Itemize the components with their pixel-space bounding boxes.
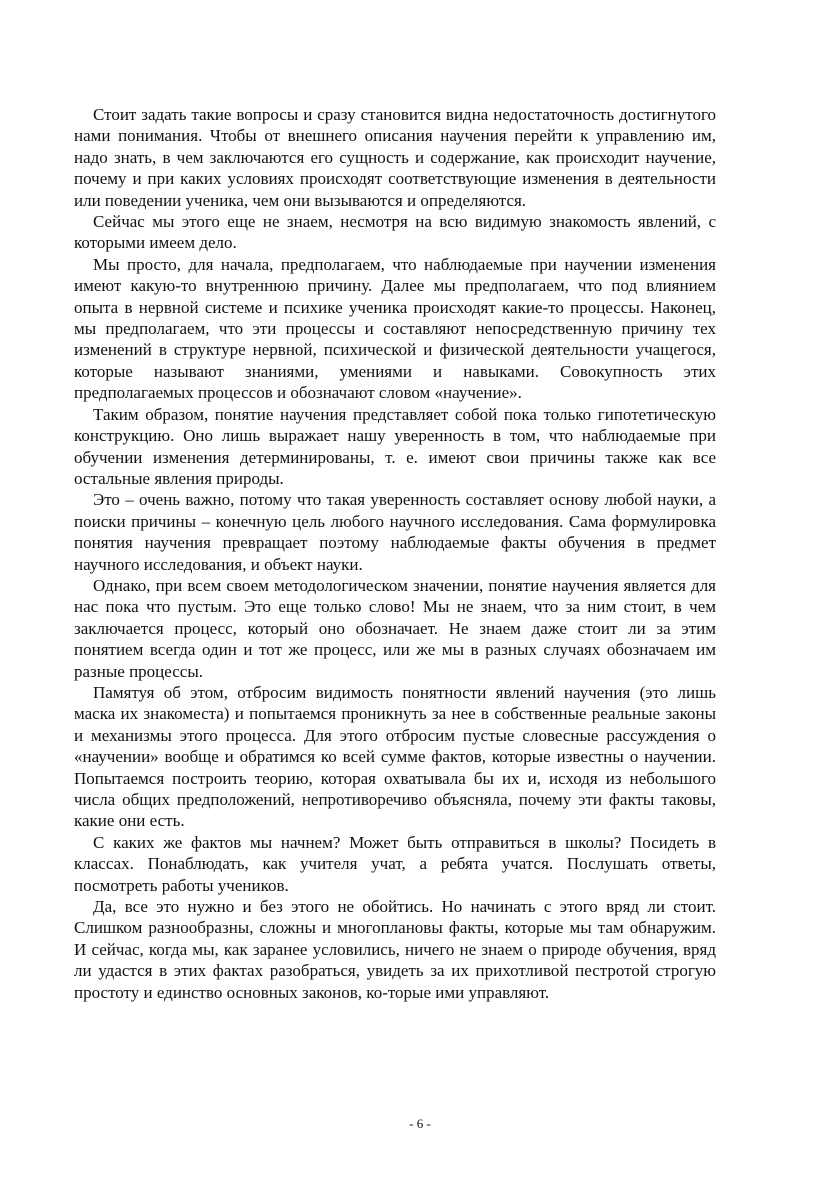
paragraph-8: С каких же фактов мы начнем? Может быть отправиться в школы? Посидеть в классах. Понаблюдать, как учителя учат, а ребята учатся. Послушать ответы, посмотреть работы учеников. — [74, 832, 716, 895]
paragraph-9: Да, все это нужно и без этого не обойтись. Но начинать с этого вряд ли стоит. Слишком разнообразны, сложны и многоплановы факты, которые мы там обнаружим. И сейчас, когда мы, как заранее условились, ничего не знаем о природе обучения, вряд ли удастся в этих фактах разобраться, увидеть за их прихотливой пестротой строгую простоту и единство основных законов, ко-торые ими управляют. — [74, 897, 716, 1002]
paragraph-6: Однако, при всем своем методологическом значении, понятие научения является для нас пока что пустым. Это еще только слово! Мы не знаем, что за ним стоит, в чем заключается процесс, который оно обозначает. Не знаем даже стоит ли за этим понятием всегда один и тот же процесс, или же мы в разных случаях обозначаем им разные процессы. — [74, 575, 716, 681]
page-number: - 6 - — [409, 1116, 431, 1131]
page-body — [74, 104, 716, 1003]
paragraph-5: Это – очень важно, потому что такая уверенность составляет основу любой науки, а поиски причины – конечную цель любого научного исследования. Сама формулировка понятия научения превращает поэтому наблюдаемые факты обучения в предмет научного исследования, и объект науки. — [74, 490, 716, 574]
paragraph-4: Таким образом, понятие научения представляет собой пока только гипотетическую конструкцию. Оно лишь выражает нашу уверенность в том, что наблюдаемые при обучении изменения детерминированы, т. е. имеют свои причины также как все остальные явления природы. — [74, 404, 716, 488]
paragraph-3: Мы просто, для начала, предполагаем, что наблюдаемые при научении изменения имеют какую-то внутреннюю причину. Далее мы предполагаем, что под влиянием опыта в нервной системе и психике ученика происходят какие-то процессы. Наконец, мы предполагаем, что эти процессы и составляют непосредственную причину тех изменений в структуре нервной, психической и физической деятельности учащегося, которые называют знаниями, умениями и навыками. Совокупность этих предполагаемых процессов и обозначают словом «научение». — [74, 254, 716, 403]
paragraph-1: Стоит задать такие вопросы и сразу становится видна недостаточность достигнутого нами понимания. Чтобы от внешнего описания научения перейти к управлению им, надо знать, в чем заключаются его сущность и содержание, как происходит научение, почему и при каких условиях происходят соответствующие изменения в деятельности или поведении ученика, чем они вызываются и определяются. — [74, 105, 716, 210]
paragraph-7: Памятуя об этом, отбросим видимость понятности явлений научения (это лишь маска их знакоместа) и попытаемся проникнуть за нее в собственные реальные законы и механизмы этого процесса. Для этого отбросим пустые словесные рассуждения о «научении» вообще и обратимся ко всей сумме фактов, которые известны о научении. Попытаемся построить теорию, которая охватывала бы их и, исходя из небольшого числа общих предположений, непротиворечиво объясняла, почему эти факты таковы, какие они есть. — [74, 682, 716, 831]
paragraph-2: Сейчас мы этого еще не знаем, несмотря на всю видимую знакомость явлений, с которыми имеем дело. — [74, 212, 716, 253]
